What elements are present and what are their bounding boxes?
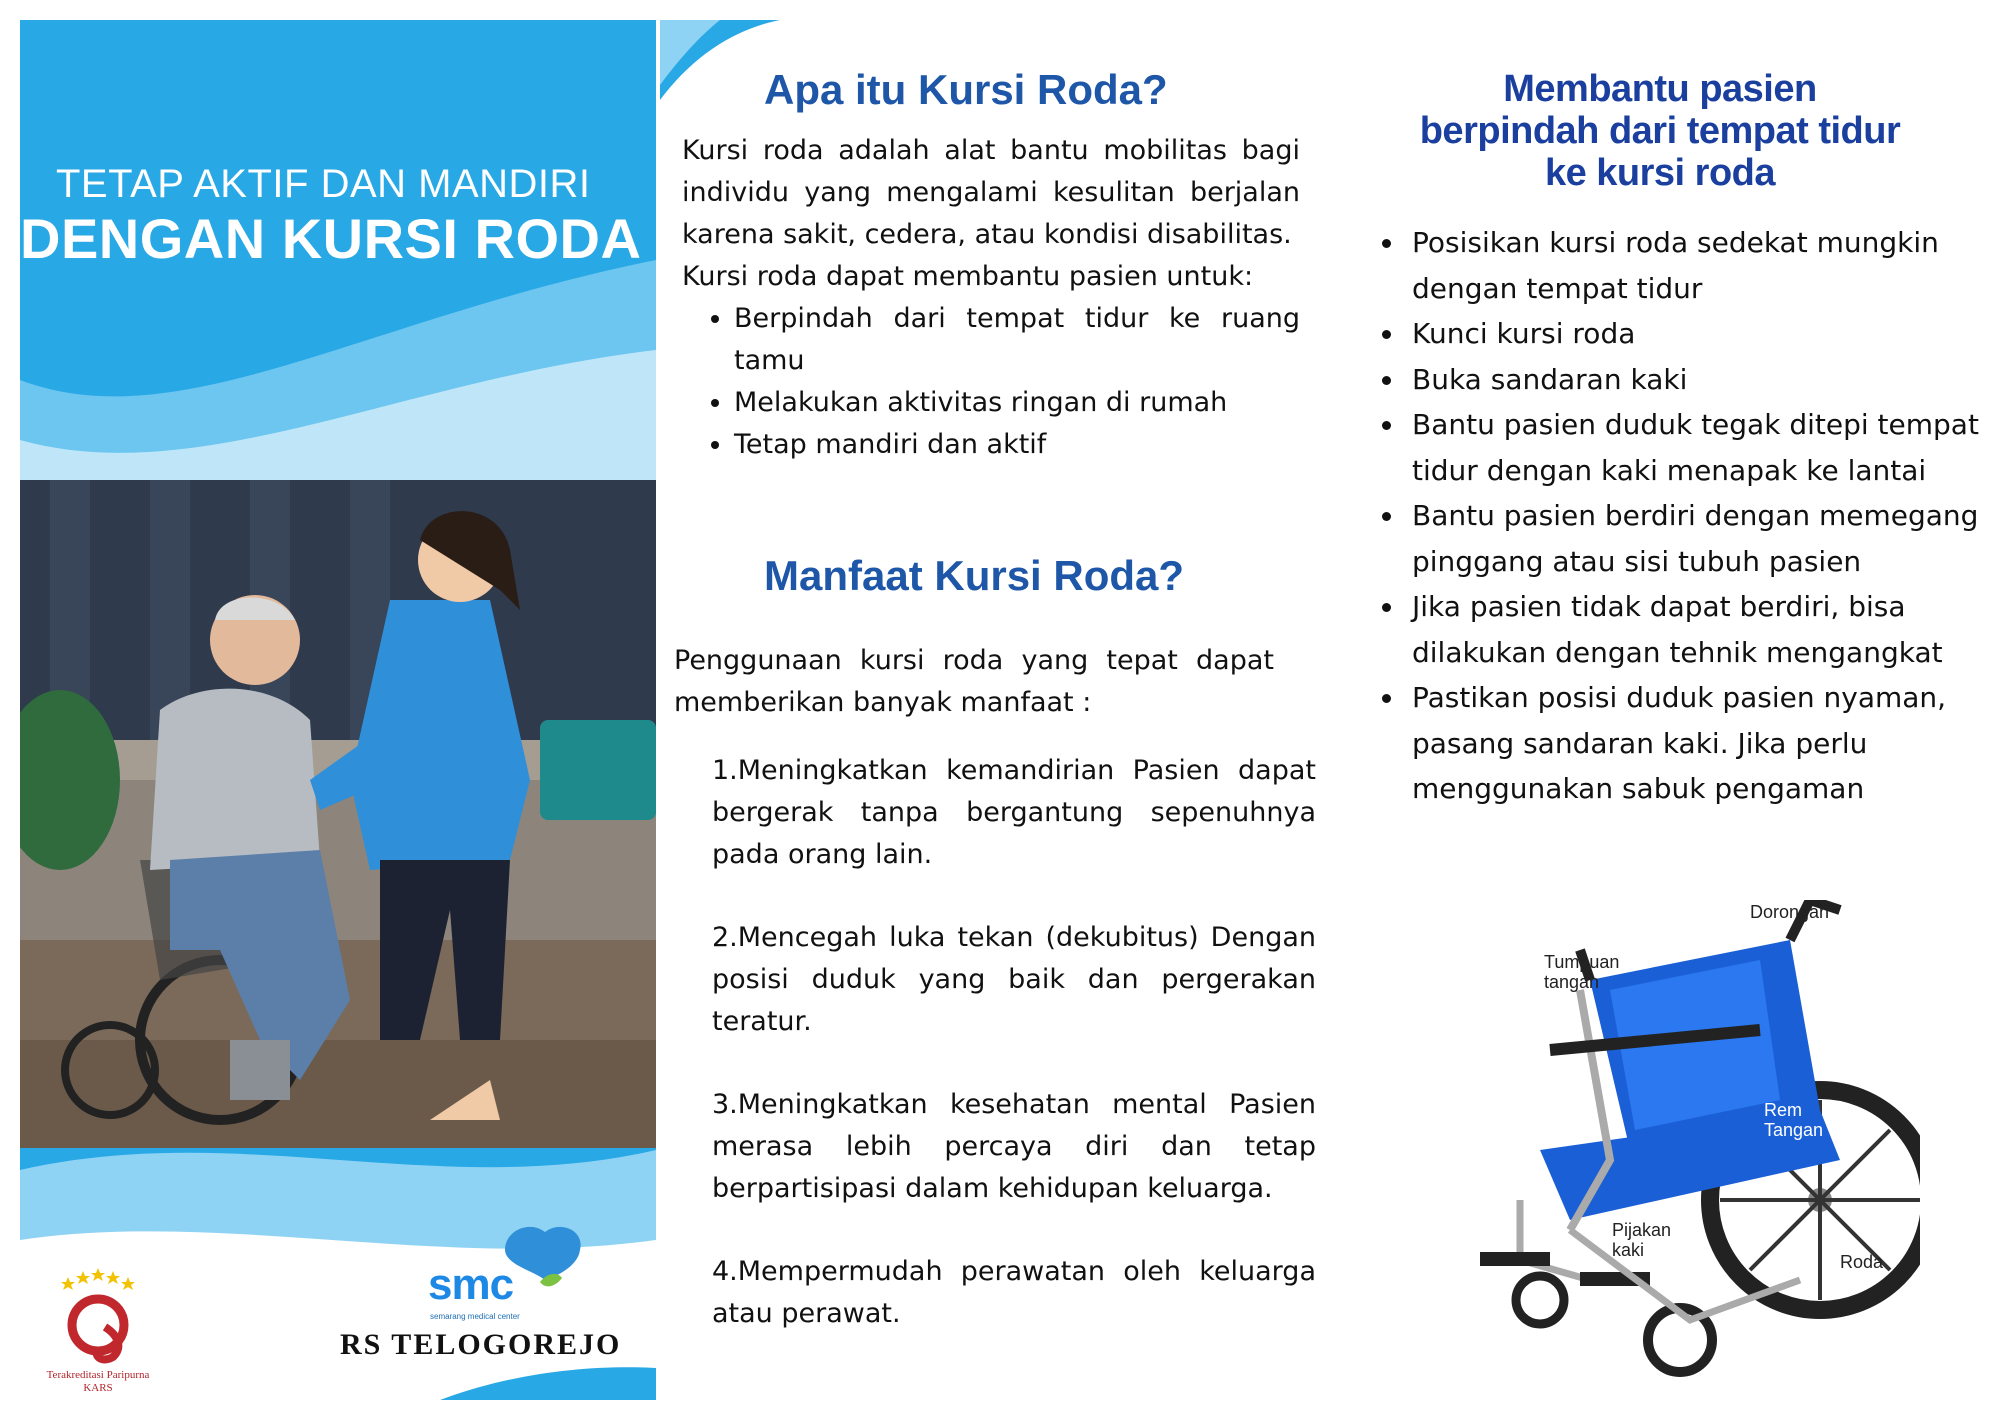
transfer-steps-list <box>1376 220 2000 812</box>
info-panel <box>660 20 1316 1400</box>
benefits-heading: Manfaat Kursi Roda? <box>764 552 1185 599</box>
label-armrest-2: tangan <box>1544 972 1600 992</box>
label-hand-brake: Rem <box>1764 1100 1803 1120</box>
list-item: • Buka sandaran kaki <box>1406 357 2000 403</box>
transfer-heading: Membantu pasien berpindah dari tempat tidur ke kursi roda <box>1419 68 1901 194</box>
kars-caption-short: KARS <box>83 1382 113 1394</box>
cover-tagline: TETAP AKTIF DAN MANDIRI <box>56 162 591 206</box>
smc-logo-subtext: semarang medical center <box>430 1312 520 1321</box>
hospital-name: RS TELOGOREJO <box>340 1328 622 1361</box>
label-wheel: Roda <box>1840 1252 1884 1272</box>
list-item: • Bantu pasien berdiri dengan memegang pinggang atau sisi tubuh pasien <box>1406 493 2000 584</box>
kars-caption: Terakreditasi Paripurna <box>46 1369 150 1381</box>
smc-logo <box>420 1220 600 1340</box>
list-item: • Melakukan aktivitas ringan di rumah <box>734 382 1300 424</box>
list-item: • Jika pasien tidak dapat berdiri, bisa dilakukan dengan tehnik mengangkat <box>1406 584 2000 675</box>
benefits-intro: Penggunaan kursi roda yang tepat dapat memberikan banyak manfaat : <box>674 645 1274 718</box>
what-is-paragraph: Kursi roda adalah alat bantu mobilitas bagi individu yang mengalami kesulitan berjalan karena sakit, cedera, atau kondisi disabilitas. <box>682 135 1300 250</box>
list-item: • Posisikan kursi roda sedekat mungkin dengan tempat tidur <box>1406 220 2000 311</box>
list-item: • Tetap mandiri dan aktif <box>734 424 1300 466</box>
corner-wave-decoration <box>660 20 780 100</box>
wheelchair-diagram <box>1460 900 1920 1380</box>
label-footrest: Pijakan <box>1612 1220 1672 1240</box>
helps-list <box>682 298 1300 466</box>
wheelchair-illustration <box>1460 900 1920 1380</box>
cover-panel <box>20 20 656 1400</box>
benefit-item: 4.Mempermudah perawatan oleh keluarga atau perawat. <box>712 1256 1316 1329</box>
smc-logo-text: smc <box>428 1260 514 1309</box>
kars-accreditation-logo <box>28 1265 168 1395</box>
label-push-handle: Dorongan <box>1750 902 1830 922</box>
transfer-panel <box>1320 20 2000 1400</box>
benefit-item: 3.Meningkatkan kesehatan mental Pasien merasa lebih percaya diri dan tetap berpartisipasi dalam kehidupan keluarga. <box>712 1089 1316 1204</box>
what-is-section <box>682 130 1300 466</box>
list-item: • Kunci kursi roda <box>1406 311 2000 357</box>
benefit-item: 2.Mencegah luka tekan (dekubitus) Dengan posisi duduk yang baik dan pergerakan teratur. <box>712 922 1316 1037</box>
benefit-item: 1.Meningkatkan kemandirian Pasien dapat bergerak tanpa bergantung sepenuhnya pada orang lain. <box>712 755 1316 870</box>
list-item: • Berpindah dari tempat tidur ke ruang tamu <box>734 298 1300 382</box>
label-hand-brake-2: Tangan <box>1764 1120 1824 1140</box>
label-armrest: Tumpuan <box>1544 952 1620 972</box>
helps-intro: Kursi roda dapat membantu pasien untuk: <box>682 261 1254 292</box>
label-footrest-2: kaki <box>1612 1240 1645 1260</box>
what-is-heading: Apa itu Kursi Roda? <box>764 66 1168 113</box>
list-item: • Pastikan posisi duduk pasien nyaman, pasang sandaran kaki. Jika perlu menggunakan sabuk pengaman <box>1406 675 2000 812</box>
kars-emblem-icon <box>43 1265 153 1365</box>
list-item: • Bantu pasien duduk tegak ditepi tempat tidur dengan kaki menapak ke lantai <box>1406 402 2000 493</box>
cover-title: DENGAN KURSI RODA <box>20 207 642 270</box>
nurse-helping-patient-photo <box>20 480 656 1148</box>
